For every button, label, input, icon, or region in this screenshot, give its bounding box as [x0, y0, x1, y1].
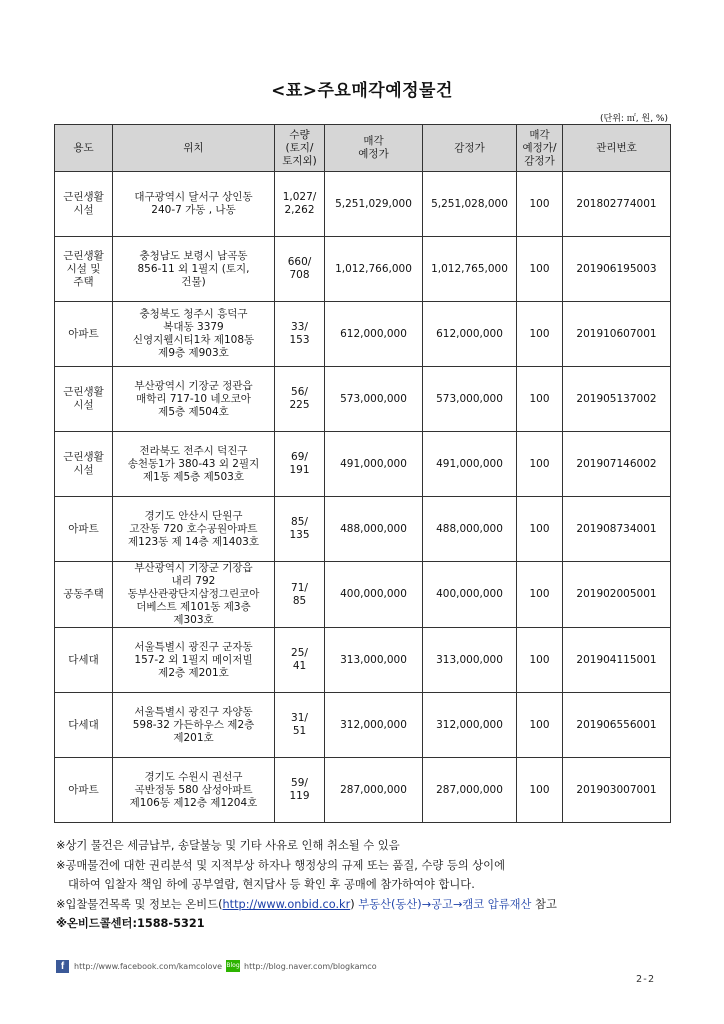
cell-sale-price: 287,000,000 — [325, 758, 423, 823]
footer — [56, 960, 672, 980]
table-row — [55, 628, 671, 693]
blog-icon: Blog — [226, 960, 240, 972]
cell-quantity: 33/ 153 — [275, 302, 325, 367]
table-row — [55, 237, 671, 302]
cell-use: 아파트 — [55, 497, 113, 562]
cell-sale-price: 573,000,000 — [325, 367, 423, 432]
table-row — [55, 758, 671, 823]
note-liability-1: ※공매물건에 대한 권리분석 및 지적부상 하자나 행정상의 규제 또는 품질, 수량 등의 상이에 — [56, 858, 506, 872]
table-row — [55, 432, 671, 497]
note-onbid-suffix: 참고 — [531, 897, 557, 911]
cell-location: 충청남도 보령시 남곡동 856-11 외 1필지 (토지, 건물) — [113, 237, 275, 302]
note-onbid — [56, 895, 672, 915]
table-row — [55, 497, 671, 562]
cell-ratio: 100 — [517, 302, 563, 367]
note-onbid-mid: ) — [350, 897, 359, 911]
blog-url[interactable]: http://blog.naver.com/blogkamco — [244, 962, 377, 971]
cell-location: 대구광역시 달서구 상인동 240-7 가동 , 나동 — [113, 172, 275, 237]
cell-use: 다세대 — [55, 693, 113, 758]
cell-appraisal: 491,000,000 — [423, 432, 517, 497]
notes — [56, 836, 672, 934]
cell-sale-price: 491,000,000 — [325, 432, 423, 497]
cell-location: 서울특별시 광진구 자양동 598-32 가든하우스 제2층 제201호 — [113, 693, 275, 758]
header-sale-price: 매각 예정가 — [325, 125, 423, 172]
onbid-link[interactable]: http://www.onbid.co.kr — [222, 897, 351, 911]
cell-appraisal: 312,000,000 — [423, 693, 517, 758]
cell-sale-price: 612,000,000 — [325, 302, 423, 367]
cell-appraisal: 573,000,000 — [423, 367, 517, 432]
cell-location: 경기도 안산시 단원구 고잔동 720 호수공원아파트 제123동 제 14층 제1403호 — [113, 497, 275, 562]
cell-use: 근린생활 시설 — [55, 432, 113, 497]
cell-quantity: 660/ 708 — [275, 237, 325, 302]
table-row — [55, 562, 671, 628]
header-use: 용도 — [55, 125, 113, 172]
cell-quantity: 31/ 51 — [275, 693, 325, 758]
cell-mgmt-no: 201906556001 — [563, 693, 671, 758]
cell-use: 아파트 — [55, 758, 113, 823]
header-location: 위치 — [113, 125, 275, 172]
cell-use: 근린생활 시설 — [55, 367, 113, 432]
cell-quantity: 71/ 85 — [275, 562, 325, 628]
table-body — [55, 172, 671, 823]
cell-use: 아파트 — [55, 302, 113, 367]
cell-mgmt-no: 201906195003 — [563, 237, 671, 302]
note-cancel: ※상기 물건은 세금납부, 송달불능 및 기타 사유로 인해 취소될 수 있음 — [56, 839, 400, 852]
cell-location: 전라북도 전주시 덕진구 송천동1가 380-43 외 2필지 제1동 제5층 제503호 — [113, 432, 275, 497]
cell-ratio: 100 — [517, 237, 563, 302]
cell-quantity: 69/ 191 — [275, 432, 325, 497]
cell-appraisal: 287,000,000 — [423, 758, 517, 823]
header-mgmt-no: 관리번호 — [563, 125, 671, 172]
cell-mgmt-no: 201902005001 — [563, 562, 671, 628]
cell-sale-price: 1,012,766,000 — [325, 237, 423, 302]
cell-ratio: 100 — [517, 562, 563, 628]
cell-quantity: 85/ 135 — [275, 497, 325, 562]
cell-mgmt-no: 201905137002 — [563, 367, 671, 432]
page-title: <표>주요매각예정물건 — [271, 81, 453, 101]
facebook-url[interactable]: http://www.facebook.com/kamcolove — [74, 962, 223, 971]
cell-use: 공동주택 — [55, 562, 113, 628]
cell-mgmt-no: 201903007001 — [563, 758, 671, 823]
cell-location: 경기도 수원시 권선구 곡반정동 580 삼성아파트 제106동 제12층 제1204호 — [113, 758, 275, 823]
table-row — [55, 302, 671, 367]
cell-appraisal: 5,251,028,000 — [423, 172, 517, 237]
cell-sale-price: 313,000,000 — [325, 628, 423, 693]
cell-location: 충청북도 청주시 흥덕구 복대동 3379 신영지웰시티1차 제108동 제9층 제903호 — [113, 302, 275, 367]
table-row — [55, 693, 671, 758]
cell-ratio: 100 — [517, 172, 563, 237]
table-row — [55, 367, 671, 432]
cell-ratio: 100 — [517, 693, 563, 758]
cell-ratio: 100 — [517, 758, 563, 823]
table-row — [55, 172, 671, 237]
cell-quantity: 1,027/ 2,262 — [275, 172, 325, 237]
cell-ratio: 100 — [517, 497, 563, 562]
cell-use: 근린생활 시설 — [55, 172, 113, 237]
cell-quantity: 59/ 119 — [275, 758, 325, 823]
cell-mgmt-no: 201907146002 — [563, 432, 671, 497]
property-table — [54, 124, 671, 823]
facebook-icon: f — [56, 960, 69, 973]
unit-note: (단위: ㎡, 원, %) — [600, 114, 668, 124]
cell-sale-price: 5,251,029,000 — [325, 172, 423, 237]
cell-use: 다세대 — [55, 628, 113, 693]
cell-location: 서울특별시 광진구 군자동 157-2 외 1필지 메이저빌 제2층 제201호 — [113, 628, 275, 693]
cell-sale-price: 488,000,000 — [325, 497, 423, 562]
header-ratio: 매각 예정가/ 감정가 — [517, 125, 563, 172]
cell-ratio: 100 — [517, 367, 563, 432]
cell-appraisal: 612,000,000 — [423, 302, 517, 367]
cell-ratio: 100 — [517, 628, 563, 693]
cell-mgmt-no: 201904115001 — [563, 628, 671, 693]
note-onbid-path: 부동산(동산)→공고→캠코 압류재산 — [358, 897, 532, 911]
cell-location: 부산광역시 기장군 기장읍 내리 792 동부산관광단지삼정그린코아 더베스트 제101동 제3층 제303호 — [113, 562, 275, 628]
cell-appraisal: 313,000,000 — [423, 628, 517, 693]
cell-mgmt-no: 201908734001 — [563, 497, 671, 562]
cell-appraisal: 488,000,000 — [423, 497, 517, 562]
note-liability-2: 대하여 입찰자 책임 하에 공부열람, 현지답사 등 확인 후 공매에 참가하여야 합니다. — [68, 878, 475, 891]
note-onbid-prefix: ※입찰물건목록 및 정보는 온비드( — [56, 897, 223, 911]
cell-use: 근린생활 시설 및 주택 — [55, 237, 113, 302]
cell-sale-price: 312,000,000 — [325, 693, 423, 758]
page-number: 2-2 — [635, 974, 654, 985]
cell-quantity: 56/ 225 — [275, 367, 325, 432]
header-appraisal: 감정가 — [423, 125, 517, 172]
note-callcenter: ※온비드콜센터:1588-5321 — [56, 917, 205, 930]
cell-appraisal: 400,000,000 — [423, 562, 517, 628]
cell-appraisal: 1,012,765,000 — [423, 237, 517, 302]
cell-location: 부산광역시 기장군 정관읍 매학리 717-10 네오코아 제5층 제504호 — [113, 367, 275, 432]
cell-sale-price: 400,000,000 — [325, 562, 423, 628]
cell-mgmt-no: 201910607001 — [563, 302, 671, 367]
cell-ratio: 100 — [517, 432, 563, 497]
cell-quantity: 25/ 41 — [275, 628, 325, 693]
header-quantity: 수량 (토지/ 토지외) — [275, 125, 325, 172]
cell-mgmt-no: 201802774001 — [563, 172, 671, 237]
table-header-row — [55, 125, 671, 172]
